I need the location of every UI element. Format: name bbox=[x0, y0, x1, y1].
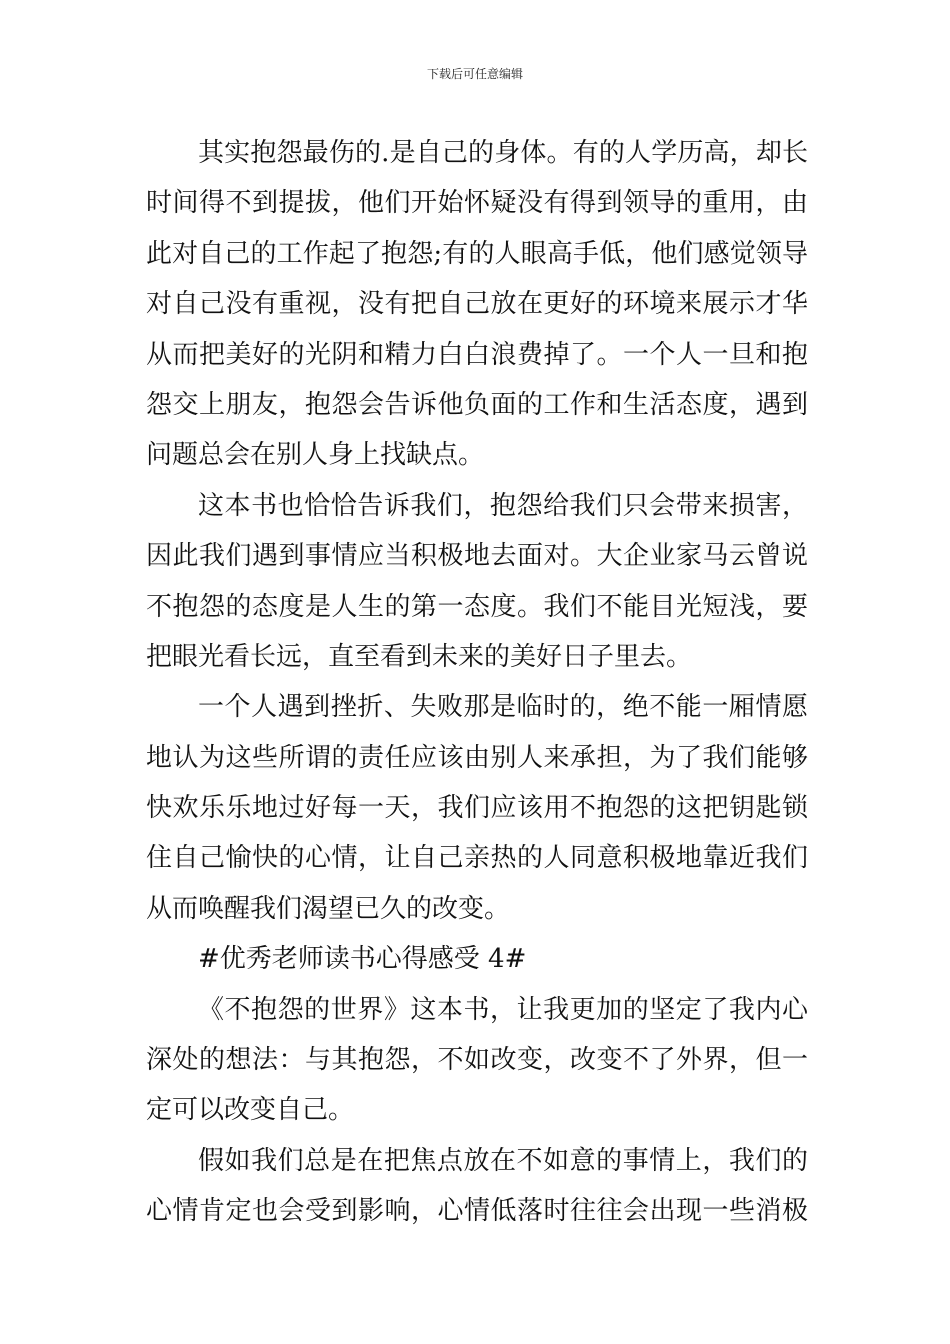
text-line: 问题总会在别人身上找缺点。 bbox=[146, 440, 485, 471]
text-line: 把眼光看长远，直至看到未来的美好日子里去。 bbox=[146, 641, 693, 672]
text-line: 怨交上朋友，抱怨会告诉他负面的工作和生活态度，遇到 bbox=[146, 389, 808, 420]
text-line: 不抱怨的态度是人生的第一态度。我们不能目光短浅，要 bbox=[146, 591, 808, 622]
text-line: 深处的想法：与其抱怨，不如改变，改变不了外界，但一 bbox=[146, 1045, 808, 1076]
text-line: 此对自己的工作起了抱怨;有的人眼高手低，他们感觉领导 bbox=[146, 238, 808, 269]
page-header: 下载后可任意编辑 bbox=[426, 67, 523, 81]
text-line: 地认为这些所谓的责任应该由别人来承担，为了我们能够 bbox=[146, 742, 808, 773]
text-line: 对自己没有重视，没有把自己放在更好的环境来展示才华 bbox=[146, 289, 808, 320]
text-line: 假如我们总是在把焦点放在不如意的事情上，我们的 bbox=[198, 1145, 808, 1176]
text-line: 心情肯定也会受到影响，心情低落时往往会出现一些消极 bbox=[146, 1196, 808, 1227]
text-line: 《不抱怨的世界》这本书，让我更加的坚定了我内心 bbox=[198, 994, 808, 1025]
section-heading: #优秀老师读书心得感受 4# bbox=[198, 944, 527, 975]
text-line: 这本书也恰恰告诉我们，抱怨给我们只会带来损害， bbox=[198, 490, 808, 521]
text-line: 一个人遇到挫折、失败那是临时的，绝不能一厢情愿 bbox=[198, 692, 808, 723]
text-line: 住自己愉快的心情，让自己亲热的人同意积极地靠近我们 bbox=[146, 843, 808, 874]
document-body bbox=[146, 128, 808, 1237]
text-line: 从而唤醒我们渴望已久的改变。 bbox=[146, 893, 511, 924]
text-line: 因此我们遇到事情应当积极地去面对。大企业家马云曾说 bbox=[146, 541, 808, 572]
text-line: 从而把美好的光阴和精力白白浪费掉了。一个人一旦和抱 bbox=[146, 339, 808, 370]
text-line: 其实抱怨最伤的.是自己的身体。有的人学历高，却长 bbox=[198, 138, 808, 168]
text-line: 时间得不到提拔，他们开始怀疑没有得到领导的重用，由 bbox=[146, 188, 808, 219]
text-line: 定可以改变自己。 bbox=[146, 1095, 355, 1126]
text-line: 快欢乐乐地过好每一天，我们应该用不抱怨的这把钥匙锁 bbox=[146, 793, 808, 824]
